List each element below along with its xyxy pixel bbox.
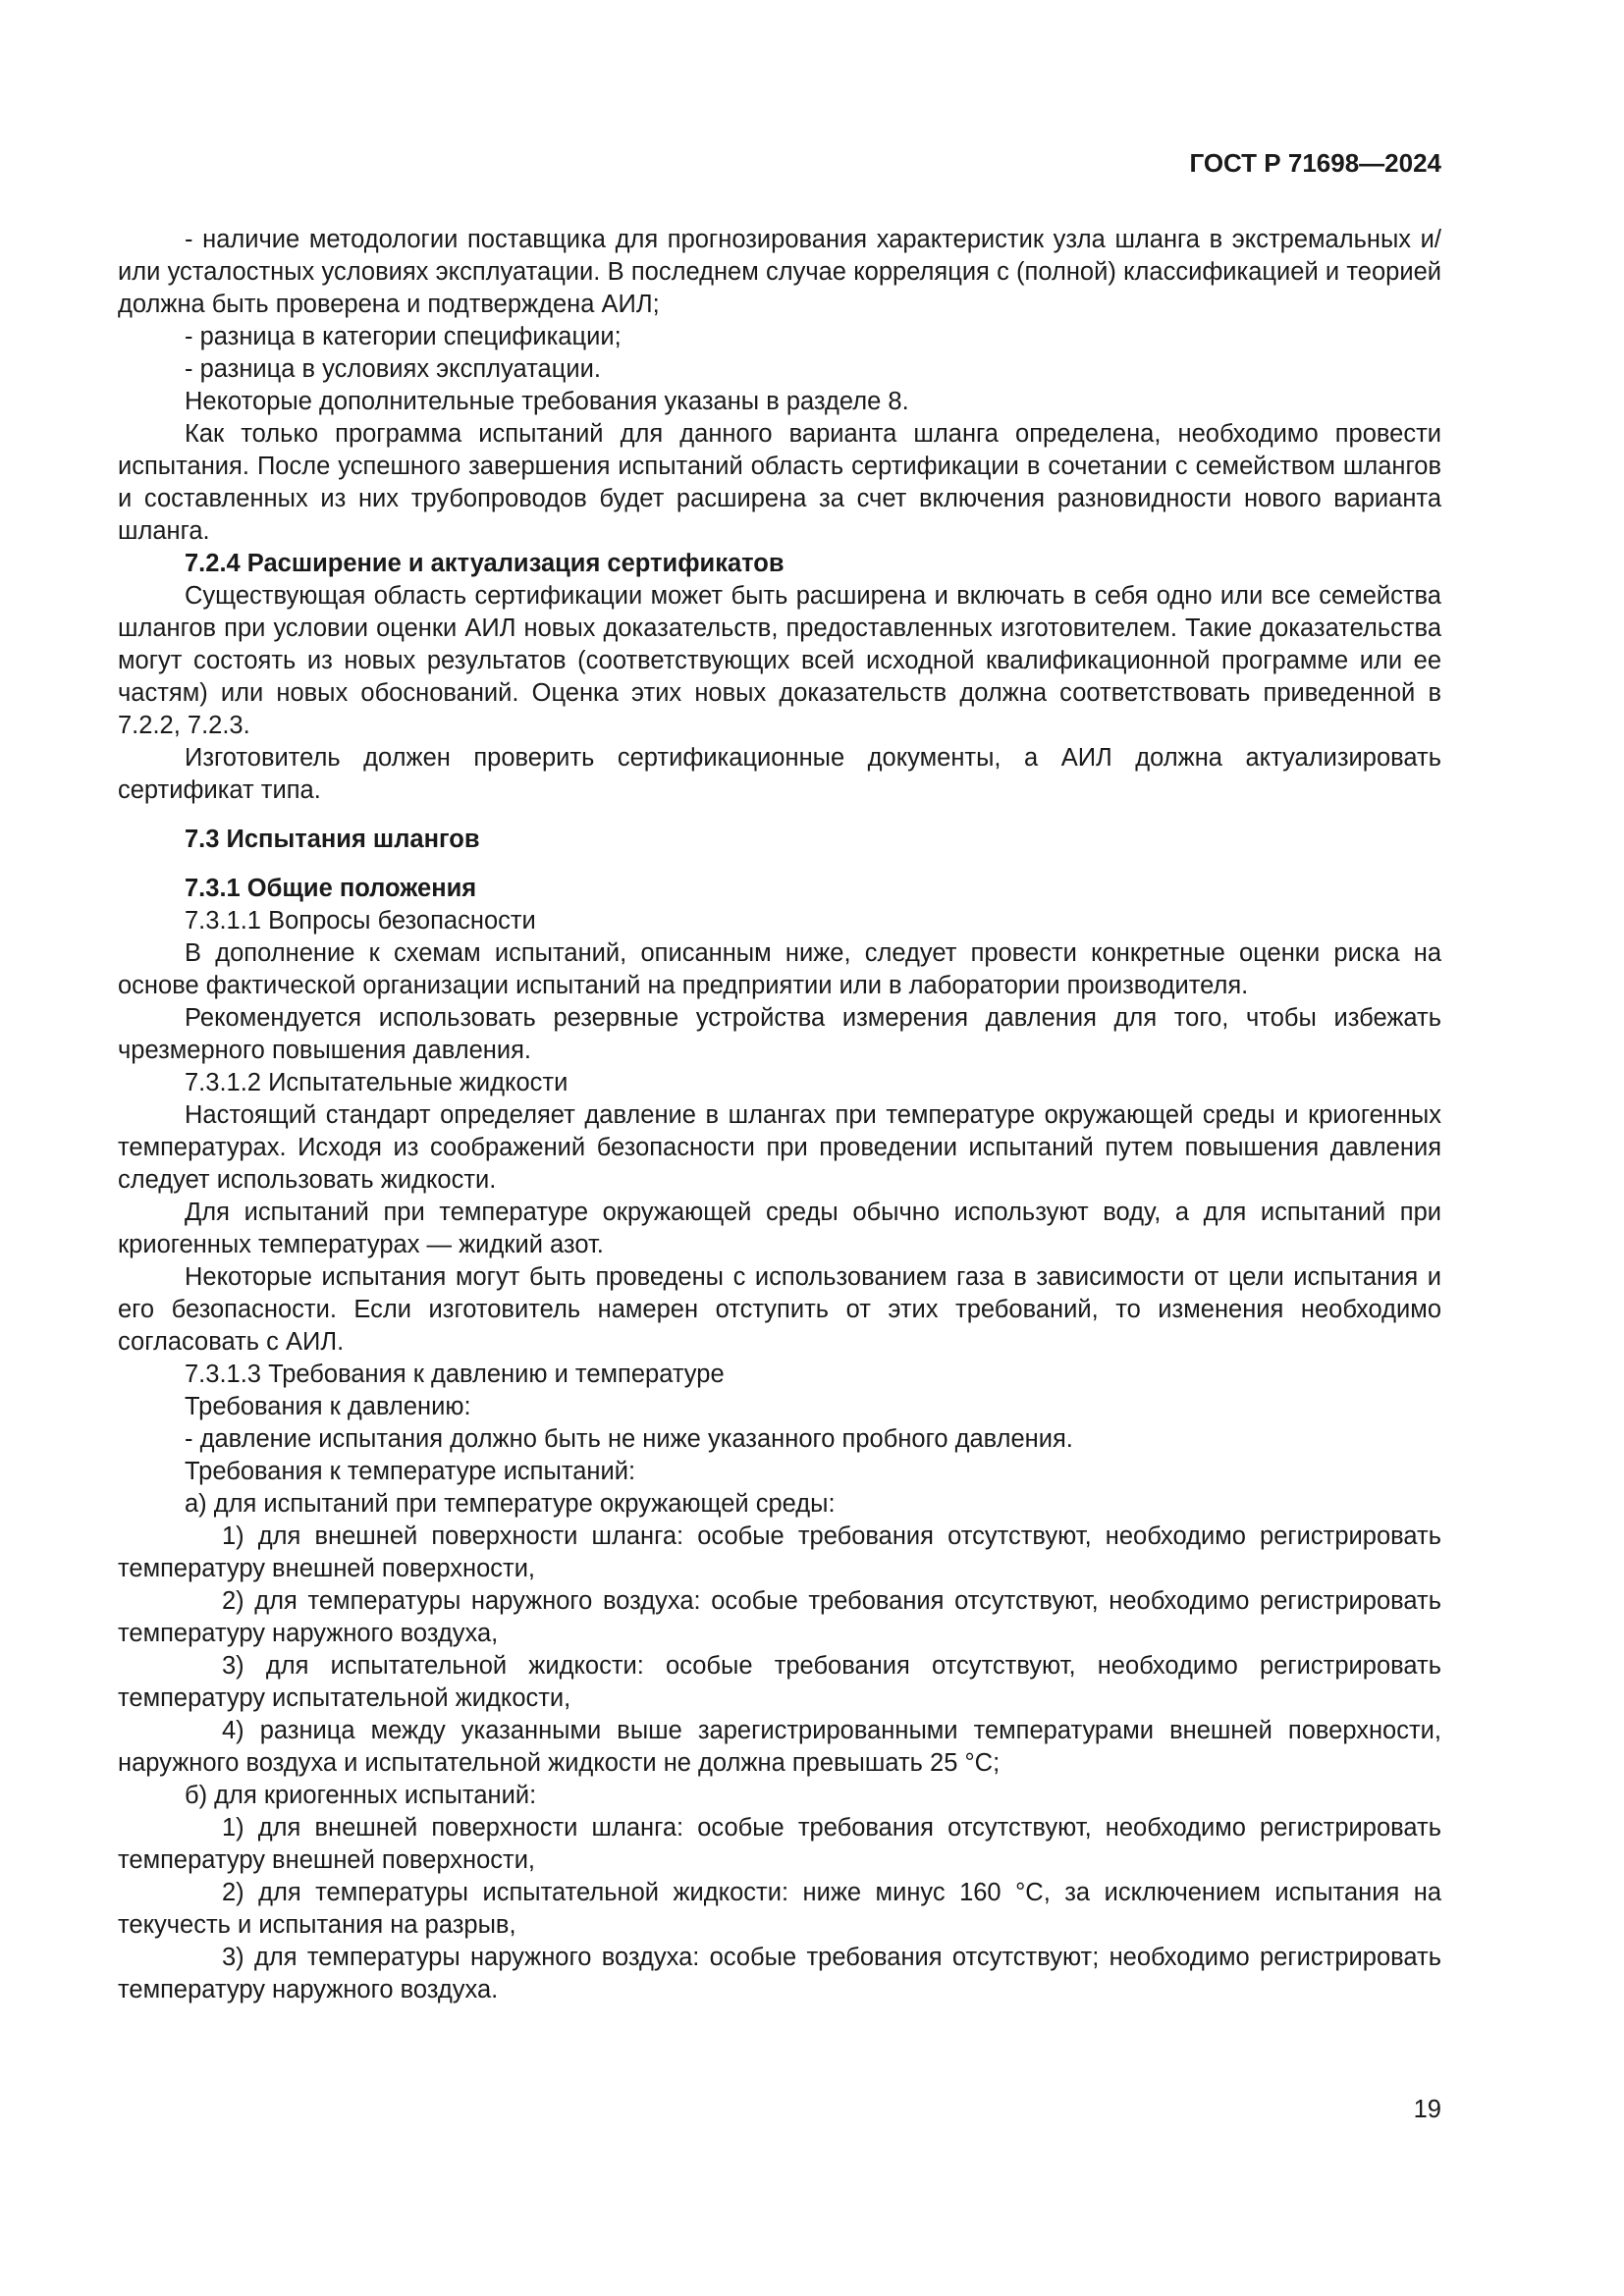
sub-list-item: 2) для температуры наружного воздуха: особые требования отсутствуют, необходимо регистрировать температуру наружного воздуха, <box>118 1587 1441 1647</box>
list-item: - давление испытания должно быть не ниже указанного пробного давления. <box>185 1425 1073 1453</box>
section-spacer <box>118 807 1441 824</box>
paragraph: 7.3.1.3 Требования к давлению и температуре <box>185 1361 725 1388</box>
paragraph: 7.3.1.2 Испытательные жидкости <box>185 1069 568 1096</box>
paragraph: Требования к давлению: <box>185 1393 471 1420</box>
paragraph: а) для испытаний при температуре окружающей среды: <box>185 1490 836 1518</box>
sub-list-item: 1) для внешней поверхности шланга: особые требования отсутствуют, необходимо регистрировать температуру внешней поверхности, <box>118 1522 1441 1582</box>
section-heading: 7.3 Испытания шлангов <box>185 826 480 853</box>
sub-list-item: 3) для испытательной жидкости: особые требования отсутствуют, необходимо регистрировать температуру испытательной жидкости, <box>118 1652 1441 1712</box>
sub-list-item: 3) для температуры наружного воздуха: особые требования отсутствуют; необходимо регистрировать температуру наружного воздуха. <box>118 1944 1441 2003</box>
paragraph: Как только программа испытаний для данного варианта шланга определена, необходимо провести испытания. После успешного завершения испытаний область сертификации в сочетании с семейством шлангов и составленных из них трубопроводов будет расширена за счет включения разновидности нового варианта шланга. <box>118 420 1441 545</box>
paragraph: Рекомендуется использовать резервные устройства измерения давления для того, чтобы избежать чрезмерного повышения давления. <box>118 1004 1441 1064</box>
document-body <box>118 224 1441 2006</box>
paragraph: Некоторые испытания могут быть проведены с использованием газа в зависимости от цели испытания и его безопасности. Если изготовитель намерен отступить от этих требований, то изменения необходимо согласовать с АИЛ. <box>118 1263 1441 1356</box>
paragraph: Требования к температуре испытаний: <box>185 1458 636 1485</box>
paragraph: Настоящий стандарт определяет давление в шлангах при температуре окружающей среды и криогенных температурах. Исходя из соображений безопасности при проведении испытаний путем повышения давления следует использовать жидкости. <box>118 1101 1441 1194</box>
list-item: - разница в условиях эксплуатации. <box>185 355 601 383</box>
paragraph: 7.3.1.1 Вопросы безопасности <box>185 907 536 934</box>
section-spacer <box>118 856 1441 873</box>
sub-list-item: 2) для температуры испытательной жидкости: ниже минус 160 °С, за исключением испытания на текучесть и испытания на разрыв, <box>118 1879 1441 1939</box>
list-item: - разница в категории спецификации; <box>185 323 622 350</box>
paragraph: Для испытаний при температуре окружающей среды обычно используют воду, а для испытаний при криогенных температурах — жидкий азот. <box>118 1199 1441 1258</box>
section-heading: 7.2.4 Расширение и актуализация сертификатов <box>185 550 785 577</box>
list-item: - наличие методологии поставщика для прогнозирования характеристик узла шланга в экстремальных и/или усталостных условиях эксплуатации. В последнем случае корреляция с (полной) классификацией и теорией должна быть проверена и подтверждена АИЛ; <box>118 226 1441 318</box>
paragraph: б) для криогенных испытаний: <box>185 1782 537 1809</box>
paragraph: Существующая область сертификации может быть расширена и включать в себя одно или все семейства шлангов при условии оценки АИЛ новых доказательств, предоставленных изготовителем. Такие доказательства могут состоять из новых результатов (соответствующих всей исходной квалификационной программе или ее частям) или новых обоснований. Оценка этих новых доказательств должна соответствовать приведенной в 7.2.2, 7.2.3. <box>118 582 1441 739</box>
document-header: ГОСТ Р 71698—2024 <box>1189 148 1441 178</box>
sub-list-item: 4) разница между указанными выше зарегистрированными температурами внешней поверхности, наружного воздуха и испытательной жидкости не должна превышать 25 °С; <box>118 1717 1441 1777</box>
page-number: 19 <box>1413 2096 1441 2123</box>
section-heading: 7.3.1 Общие положения <box>185 875 477 902</box>
paragraph: В дополнение к схемам испытаний, описанным ниже, следует провести конкретные оценки риска на основе фактической организации испытаний на предприятии или в лаборатории производителя. <box>118 939 1441 999</box>
sub-list-item: 1) для внешней поверхности шланга: особые требования отсутствуют, необходимо регистрировать температуру внешней поверхности, <box>118 1814 1441 1874</box>
paragraph: Изготовитель должен проверить сертификационные документы, а АИЛ должна актуализировать сертификат типа. <box>118 744 1441 804</box>
paragraph: Некоторые дополнительные требования указаны в разделе 8. <box>185 388 909 415</box>
